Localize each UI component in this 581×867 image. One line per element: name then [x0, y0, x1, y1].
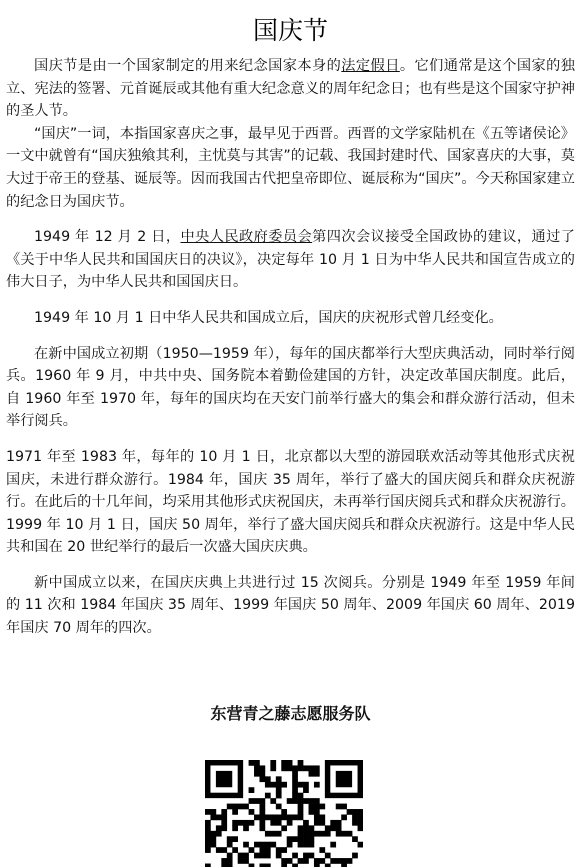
paragraph-text: 1949 年 12 月 2 日， [34, 229, 181, 246]
central-government-committee-link[interactable]: 中央人民政府委员会 [180, 229, 313, 246]
paragraph-1971-1999 [6, 446, 575, 559]
paragraph-text: 国庆节是由一个国家制定的用来纪念国家本身的 [34, 58, 342, 74]
paragraph-early-years [6, 343, 575, 433]
paragraph-1949-resolution [6, 226, 575, 294]
paragraph-text: 在新中国成立初期（1950—1959 年），每年的国庆都举行大型庆典活动，同时举行阅兵。1960 年 9 月，中共中央、国务院本着勤俭建国的方针，决定改革国庆制度。此后，自 1960 年至 1970 年，每年的国庆均在天安门前举行盛大的集会和群众游行活动，但未举行阅兵。 [6, 345, 575, 430]
document-body [6, 55, 575, 640]
paragraph-text: 新中国成立以来，在国庆庆典上共进行过 15 次阅兵。分别是 1949 年至 1959 年间的 11 次和 1984 年国庆 35 周年、1999 年国庆 50 周年、2009 年国庆 60 周年、2019 年国庆 70 周年的四次。 [6, 574, 575, 637]
legal-holiday-link[interactable]: 法定假日 [341, 58, 400, 74]
paragraph-definition [6, 55, 575, 123]
paragraph-text: 。它们通常是这个国家的独立、宪法的签署、元首诞辰或其他有重大纪念意义的周年纪念日；也有些是这个国家守护神的圣人节。 [6, 58, 575, 120]
paragraph-text: 1949 年 10 月 1 日中华人民共和国成立后，国庆的庆祝形式曾几经变化。 [34, 309, 503, 326]
qr-code-image [205, 760, 363, 867]
signature: 东营青之藤志愿服务队 [210, 704, 371, 723]
paragraph-parades [6, 572, 575, 640]
document-title: 国庆节 [252, 16, 328, 45]
paragraph-celebration-changes [6, 307, 575, 330]
paragraph-text: “国庆”一词，本指国家喜庆之事，最早见于西晋。西晋的文学家陆机在《五等诸侯论》一文中就曾有“国庆独飨其利，主忧莫与其害”的记载、我国封建时代、国家喜庆的大事，莫大过于帝王的登基、诞辰等。因而我国古代把皇帝即位、诞辰称为“国庆”。今天称国家建立的纪念日为国庆节。 [6, 125, 575, 210]
paragraph-origin [6, 123, 575, 213]
paragraph-text: 第四次会议接受全国政协的建议，通过了《关于中华人民共和国国庆日的决议》，决定每年 10 月 1 日为中华人民共和国宣告成立的伟大日子，为中华人民共和国国庆日。 [6, 229, 575, 291]
paragraph-text: 1971 年至 1983 年，每年的 10 月 1 日，北京都以大型的游园联欢活动等其他形式庆祝国庆，未进行群众游行。1984 年，国庆 35 周年，举行了盛大的国庆阅兵和群众庆祝游行。在此后的十几年间，均采用其他形式庆祝国庆，未再举行国庆阅兵式和群众庆祝游行。1999 年 10 月 1 日，国庆 50 周年，举行了盛大国庆阅兵和群众庆祝游行。这是中华人民共和国在 20 世纪举行的最后一次盛大国庆庆典。 [6, 448, 575, 556]
qr-code-graphic [205, 760, 363, 867]
